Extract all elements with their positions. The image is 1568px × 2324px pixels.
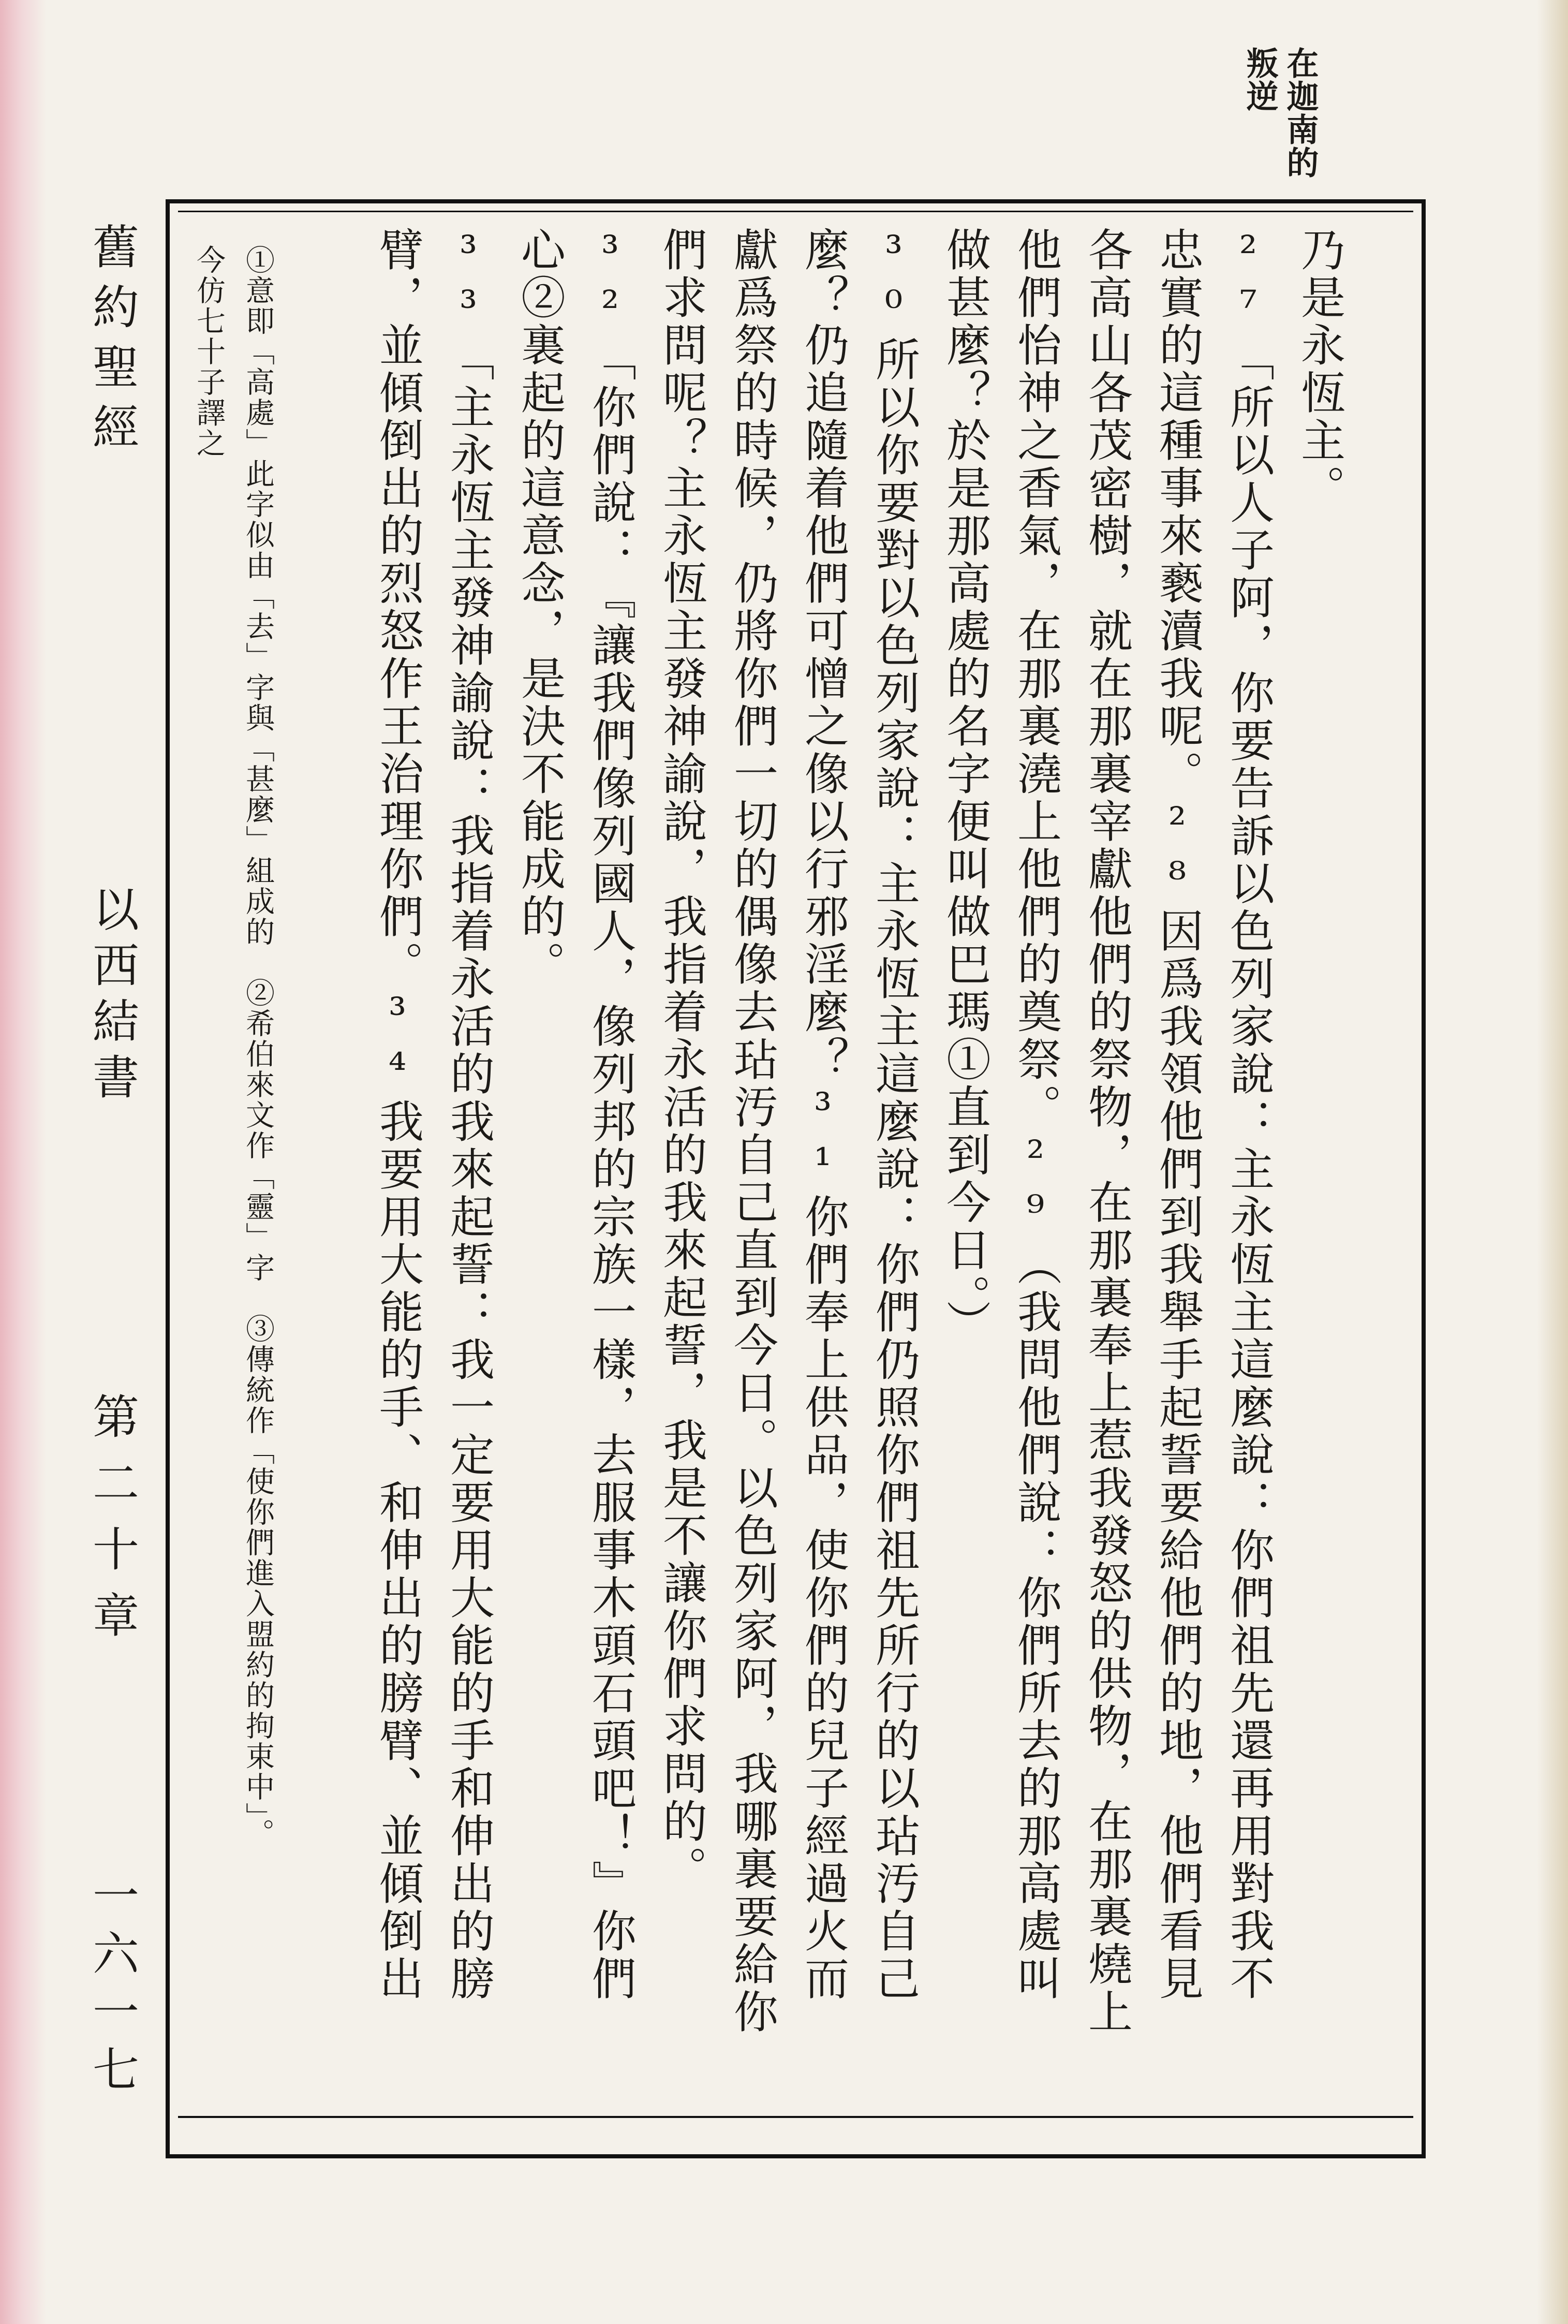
- book-name: 舊約聖經: [84, 223, 139, 463]
- verse-paragraph: ²⁷「所以人子阿，你要告訴以色列家說：主永恆主這麼說：你們祖先還再用對我不忠實的這種事來褻瀆我呢。²⁸因爲我領他們到我舉手起誓要給他們的地，他們看見各高山各茂密樹，就在那裏宰獻他們的祭物，在那裏奉上惹我發怒的供物，在那裏燒上他們怡神之香氣，在那裏澆上他們的奠祭。²⁹（我問他們說：你們所去的那高處叫做甚麼？於是那高處的名字便叫做巴瑪①直到今日。）: [939, 227, 1274, 2036]
- page-number: 一六一七: [84, 1871, 139, 2103]
- page-edge-left: [0, 0, 47, 2324]
- footnote-line: ①意即「高處」此字似由「去」字與「甚麼」組成的 ②希伯來文作「靈」字 ③傳統作「使你們進入盟約的拘束中」。: [241, 245, 275, 1849]
- side-heading-line-2: 叛逆: [1241, 47, 1279, 113]
- verse-paragraph: ³³「主永恆主發神諭說：我指着永活的我來起誓：我一定要用大能的手和伸出的膀臂，並傾倒出的烈怒作王治理你們。³⁴我要用大能的手、和伸出的膀臂、並傾倒出: [372, 227, 494, 2003]
- verse-paragraph: ³²「你們說：『讓我們像列國人，像列邦的宗族一樣，去服事木頭石頭吧！』你們心②裏起的這意念，是決不能成的。: [513, 227, 636, 2003]
- verse-paragraph: 乃是永恆主。: [1293, 227, 1345, 512]
- side-heading: [1239, 47, 1320, 179]
- frame-bottom-rule: [178, 2116, 1413, 2118]
- chapter-label: 第二十章: [84, 1392, 139, 1657]
- page-edge-right: [1537, 0, 1568, 2324]
- text-frame: [166, 199, 1426, 2158]
- verse-paragraph: ³⁰所以你要對以色列家說：主永恆主這麼說：你們仍照你們祖先所行的以玷汚自己麼？仍追隨着他們可憎之像以行邪淫麼？³¹你們奉上供品，使你們的兒子經過火而獻爲祭的時候，仍將你們一切的偶像去玷汚自己直到今日。以色列家阿，我哪裏要給你們求問呢？主永恆主發神諭說，我指着永活的我來起誓，我是不讓你們求問的。: [655, 227, 920, 2036]
- running-head: [49, 207, 147, 2164]
- side-heading-line-1: 在迦南的: [1281, 47, 1319, 179]
- footnote-line: 今仿七十子譯之: [192, 245, 226, 459]
- footnotes: [184, 245, 283, 2087]
- book-title: 以西結書: [84, 885, 139, 1109]
- frame-top-line: [178, 211, 1413, 212]
- scripture-body: [361, 227, 1354, 2049]
